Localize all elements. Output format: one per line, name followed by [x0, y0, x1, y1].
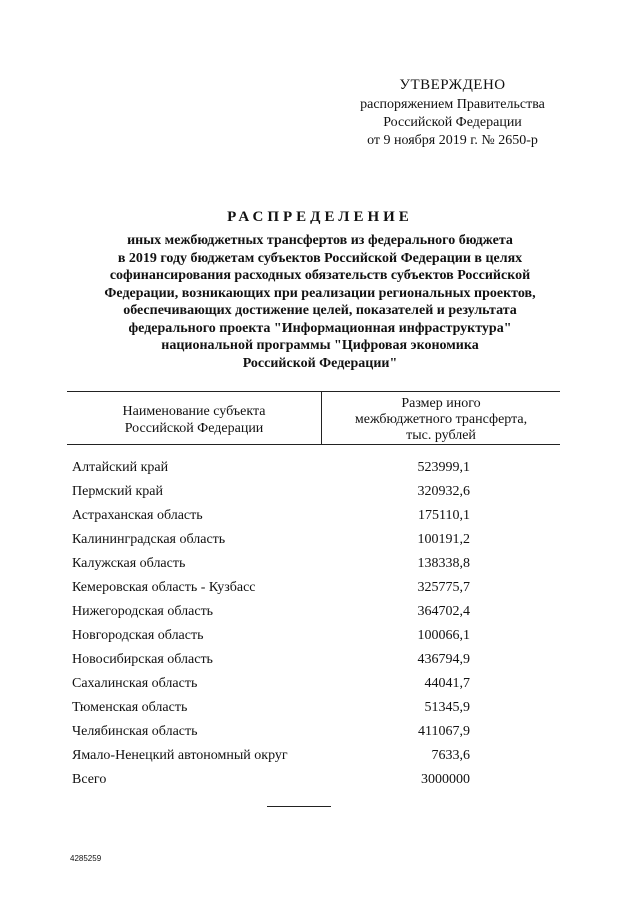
amount-value: 411067,9 [418, 724, 470, 739]
table-row [72, 483, 472, 507]
table-row [72, 675, 472, 699]
region-name: Нижегородская область [72, 604, 214, 619]
table-row [72, 651, 472, 675]
table-row [72, 627, 472, 651]
amount-value: 320932,6 [417, 484, 470, 499]
subtitle-line: обеспечивающих достижение целей, показателей и результата [123, 303, 517, 318]
table-row [72, 531, 472, 555]
column-header-line: межбюджетного трансферта, [354, 412, 528, 427]
total-label: Всего [72, 772, 107, 787]
table-row [72, 747, 472, 771]
region-name: Челябинская область [72, 724, 198, 739]
amount-value: 51345,9 [424, 700, 470, 715]
table-body [72, 459, 472, 795]
column-header-line: тыс. рублей [406, 428, 476, 443]
subtitle-line: иных межбюджетных трансфертов из федерального бюджета [127, 233, 513, 248]
document-id: 4285259 [70, 854, 102, 863]
end-divider [267, 806, 331, 807]
approval-block [340, 76, 565, 150]
region-name: Алтайский край [72, 460, 169, 475]
table-row-total [72, 771, 472, 795]
document-subtitle [60, 232, 580, 372]
document-heading: РАСПРЕДЕЛЕНИЕ [227, 209, 413, 225]
table-row [72, 579, 472, 603]
amount-value: 364702,4 [417, 604, 470, 619]
approval-line-3: от 9 ноября 2019 г. № 2650-р [367, 133, 538, 148]
amount-value: 138338,8 [417, 556, 470, 571]
column-header-line: Размер иного [401, 396, 481, 411]
table-row [72, 603, 472, 627]
region-name: Калининградская область [72, 532, 226, 547]
approved-label: УТВЕРЖДЕНО [399, 77, 506, 93]
amount-value: 436794,9 [417, 652, 470, 667]
table-row [72, 699, 472, 723]
column-header-amount [322, 396, 560, 444]
total-value: 3000000 [421, 772, 470, 787]
subtitle-line: Российской Федерации" [242, 355, 398, 371]
table-row [72, 507, 472, 531]
amount-value: 175110,1 [418, 508, 470, 523]
approval-line-2: Российской Федерации [383, 115, 522, 130]
table-row [72, 723, 472, 747]
column-header-subject [67, 403, 321, 437]
region-name: Сахалинская область [72, 676, 198, 691]
column-header-line: Наименование субъекта [122, 404, 266, 419]
table-row [72, 459, 472, 483]
approval-line-1: распоряжением Правительства [360, 97, 545, 112]
region-name: Новосибирская область [72, 652, 213, 667]
region-name: Пермский край [72, 484, 163, 499]
region-name: Кемеровская область - Кузбасс [72, 580, 256, 595]
region-name: Тюменская область [72, 700, 188, 715]
amount-value: 523999,1 [417, 460, 470, 475]
amount-value: 325775,7 [417, 580, 470, 595]
subtitle-line: Федерации, возникающих при реализации региональных проектов, [104, 285, 536, 301]
table-header [67, 391, 560, 445]
region-name: Калужская область [72, 556, 186, 571]
amount-value: 100191,2 [417, 532, 470, 547]
subtitle-line: федерального проекта "Информационная инфраструктура" [128, 320, 512, 336]
table-row [72, 555, 472, 579]
subtitle-line: софинансирования расходных обязательств субъектов Российской [109, 268, 531, 283]
amount-value: 100066,1 [417, 628, 470, 643]
subtitle-line: в 2019 году бюджетам субъектов Российской Федерации в целях [117, 250, 523, 266]
region-name: Астраханская область [72, 508, 203, 523]
amount-value: 44041,7 [424, 676, 470, 691]
amount-value: 7633,6 [431, 748, 470, 763]
region-name: Ямало-Ненецкий автономный округ [72, 748, 288, 763]
region-name: Новгородская область [72, 628, 204, 643]
subtitle-line: национальной программы "Цифровая экономика [161, 338, 479, 353]
column-header-line: Российской Федерации [124, 421, 264, 436]
